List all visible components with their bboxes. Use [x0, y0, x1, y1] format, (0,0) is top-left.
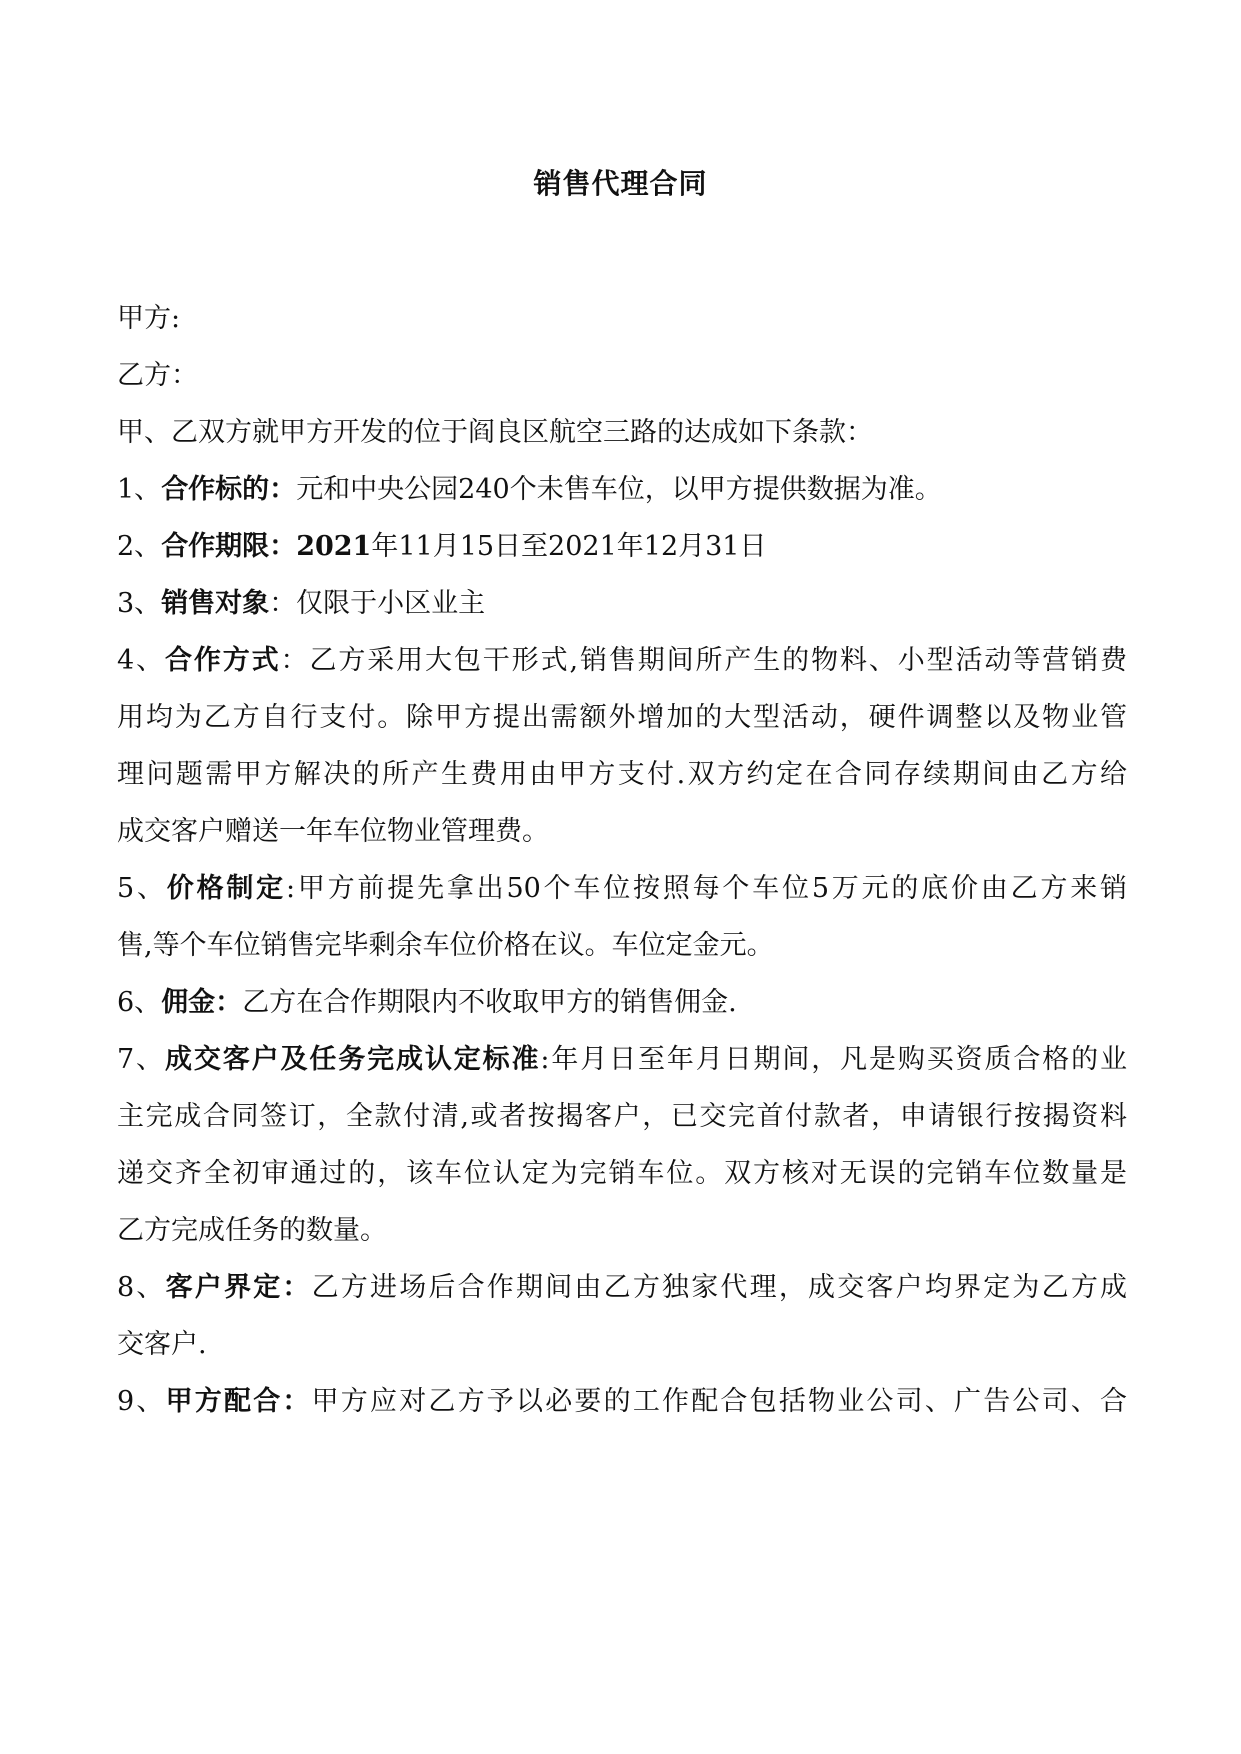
clause-number: 9、 — [117, 1386, 166, 1417]
clause-heading: 合作期限： — [161, 531, 297, 562]
clause-5-line-2: 售,等个车位销售完毕剩余车位价格在议。车位定金元。 — [117, 930, 774, 961]
clause-number: 3、 — [117, 588, 162, 619]
clause-text: 乙方在合作期限内不收取甲方的销售佣金. — [242, 987, 737, 1018]
clause-text: :年月日至年月日期间，凡是购买资质合格的业 — [540, 1044, 1127, 1075]
clause-8-line-1 — [117, 1265, 1127, 1304]
clause-text: 乙方进场后合作期间由乙方独家代理，成交客户均界定为乙方成 — [311, 1272, 1127, 1303]
clause-number: 5、 — [117, 873, 167, 904]
clause-number: 1、 — [117, 474, 162, 505]
clause-5-line-1 — [117, 866, 1127, 905]
clause-heading: 客户界定： — [165, 1272, 312, 1303]
clause-3 — [117, 581, 1127, 620]
clause-4-line-3: 理问题需甲方解决的所产生费用由甲方支付.双方约定在合同存续期间由乙方给 — [117, 759, 1127, 790]
clause-1 — [117, 467, 1127, 506]
clause-text: :甲方前提先拿出50个车位按照每个车位5万元的底价由乙方来销 — [285, 873, 1127, 904]
clause-4-line-4: 成交客户赠送一年车位物业管理费。 — [117, 816, 549, 847]
clause-number: 8、 — [117, 1272, 166, 1303]
clause-text: ：乙方采用大包干形式,销售期间所产生的物料、小型活动等营销费 — [280, 645, 1127, 676]
clause-heading: 甲方配合： — [165, 1386, 312, 1417]
clause-heading: 佣金： — [161, 987, 243, 1018]
page-title: 销售代理合同 — [533, 167, 708, 200]
clause-number: 2、 — [117, 531, 162, 562]
clause-7-line-1 — [117, 1037, 1127, 1076]
clause-text: 甲方应对乙方予以必要的工作配合包括物业公司、广告公司、合 — [311, 1386, 1127, 1417]
clause-heading: 销售对象 — [161, 588, 270, 619]
clause-4-line-2: 用均为乙方自行支付。除甲方提出需额外增加的大型活动，硬件调整以及物业管 — [117, 702, 1127, 733]
clause-text: 年11月15日至2021年12月31日 — [371, 531, 767, 562]
clause-7-line-4: 乙方完成任务的数量。 — [117, 1215, 387, 1246]
clause-number: 7、 — [117, 1044, 165, 1075]
clause-7-line-3: 递交齐全初审通过的，该车位认定为完销车位。双方核对无误的完销车位数量是 — [117, 1158, 1127, 1189]
clause-6 — [117, 980, 1127, 1019]
clause-4-line-1 — [117, 638, 1127, 677]
clause-heading: 成交客户及任务完成认定标准 — [164, 1044, 541, 1075]
clause-heading: 合作标的： — [161, 474, 297, 505]
clause-year: 2021 — [296, 531, 372, 562]
intro-line: 甲、乙双方就甲方开发的位于阎良区航空三路的达成如下条款： — [117, 417, 873, 448]
clause-heading: 价格制定 — [166, 873, 286, 904]
clause-text: 元和中央公园240个未售车位，以甲方提供数据为准。 — [296, 474, 942, 505]
clause-2 — [117, 524, 1127, 563]
clause-number: 6、 — [117, 987, 162, 1018]
party-b-line: 乙方： — [117, 360, 198, 391]
clause-number: 4、 — [117, 645, 165, 676]
clause-9-line-1 — [117, 1379, 1127, 1418]
party-a-line: 甲方: — [117, 303, 181, 334]
clause-7-line-2: 主完成合同签订，全款付清,或者按揭客户，已交完首付款者，申请银行按揭资料 — [117, 1101, 1127, 1132]
clause-8-line-2: 交客户. — [117, 1329, 207, 1360]
clause-text: ：仅限于小区业主 — [269, 588, 486, 619]
clause-heading: 合作方式 — [164, 645, 281, 676]
